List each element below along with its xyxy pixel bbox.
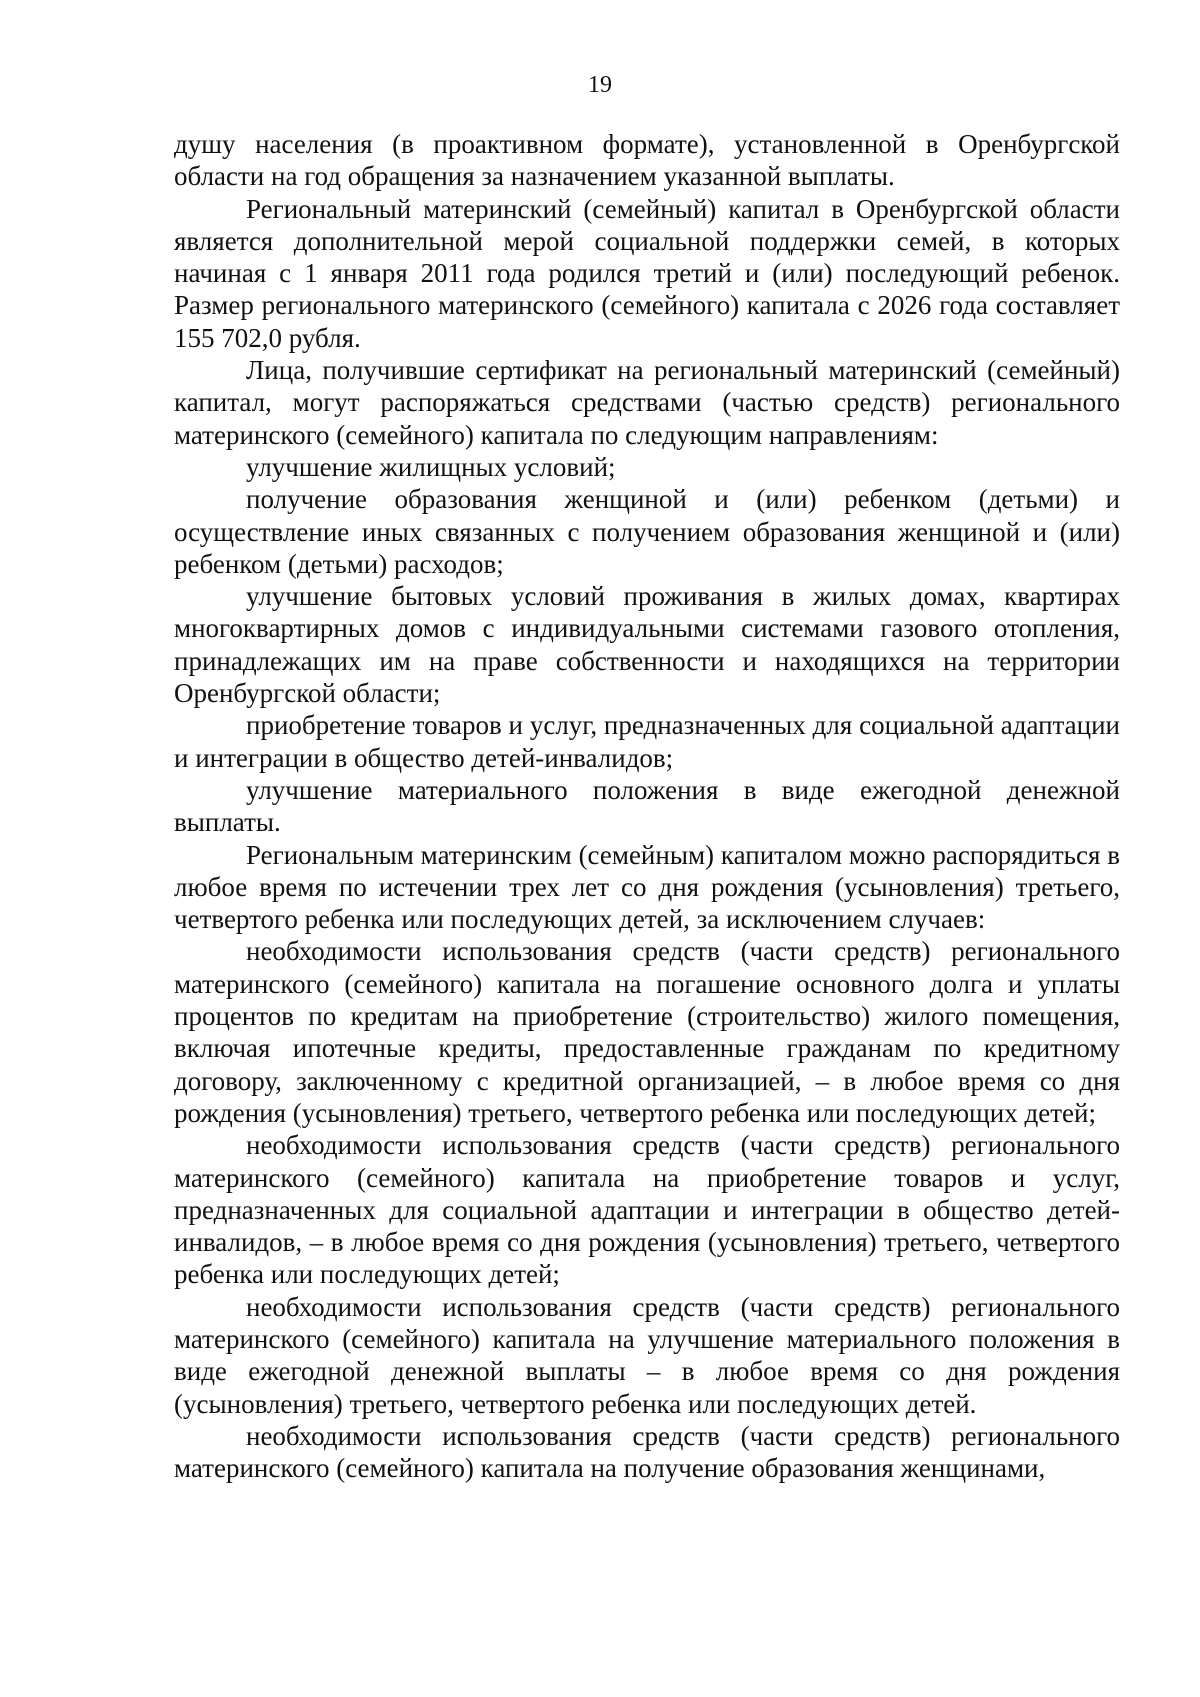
- list-item: необходимости использования средств (части средств) регионального материнского (семейного) капитала на приобретение товаров и услуг, предназначенных для социальной адаптации и интеграции в общество детей-инвалидов, – в любое время со дня рождения (усыновления) третьего, четвертого ребенка или последующих детей;: [174, 1130, 1120, 1290]
- paragraph: душу населения (в проактивном формате), установленной в Оренбургской области на год обращения за назначением указанной выплаты.: [174, 129, 1120, 192]
- list-item: необходимости использования средств (части средств) регионального материнского (семейного) капитала на получение образования женщинами,: [174, 1420, 1120, 1484]
- page-number: 19: [588, 72, 612, 98]
- document-body: [174, 128, 1120, 1484]
- list-item: необходимости использования средств (части средств) регионального материнского (семейного) капитала на улучшение материального положения в виде ежегодной денежной выплаты – в любое время со дня рождения (усыновления) третьего, четвертого ребенка или последующих детей.: [174, 1291, 1120, 1419]
- paragraph: Лица, получившие сертификат на региональный материнский (семейный) капитал, могут распоряжаться средствами (частью средств) регионального материнского (семейного) капитала по следующим направлениям:: [174, 355, 1120, 450]
- list-item: необходимости использования средств (части средств) регионального материнского (семейного) капитала на погашение основного долга и уплаты процентов по кредитам на приобретение (строительство) жилого помещения, включая ипотечные кредиты, предоставленные гражданам по кредитному договору, заключенному с кредитной организацией, – в любое время со дня рождения (усыновления) третьего, четвертого ребенка или последующих детей;: [174, 936, 1120, 1128]
- list-item: улучшение бытовых условий проживания в жилых домах, квартирах многоквартирных домов с индивидуальными системами газового отопления, принадлежащих им на праве собственности и находящихся на территории Оренбургской области;: [174, 581, 1120, 709]
- list-item: улучшение материального положения в виде ежегодной денежной выплаты.: [174, 774, 1120, 838]
- paragraph: Региональный материнский (семейный) капитал в Оренбургской области является дополнительной мерой социальной поддержки семей, в которых начиная с 1 января 2011 года родился третий и (или) последующий ребенок. Размер регионального материнского (семейного) капитала с 2026 года составляет 155 702,0 рубля.: [174, 193, 1120, 353]
- list-item: получение образования женщиной и (или) ребенком (детьми) и осуществление иных связанных с получением образования женщиной и (или) ребенком (детьми) расходов;: [174, 484, 1120, 579]
- paragraph: Региональным материнским (семейным) капиталом можно распорядиться в любое время по истечении трех лет со дня рождения (усыновления) третьего, четвертого ребенка или последующих детей, за исключением случаев:: [174, 839, 1120, 935]
- list-item: улучшение жилищных условий;: [246, 451, 616, 482]
- list-item: приобретение товаров и услуг, предназначенных для социальной адаптации и интеграции в общество детей-инвалидов;: [174, 710, 1120, 773]
